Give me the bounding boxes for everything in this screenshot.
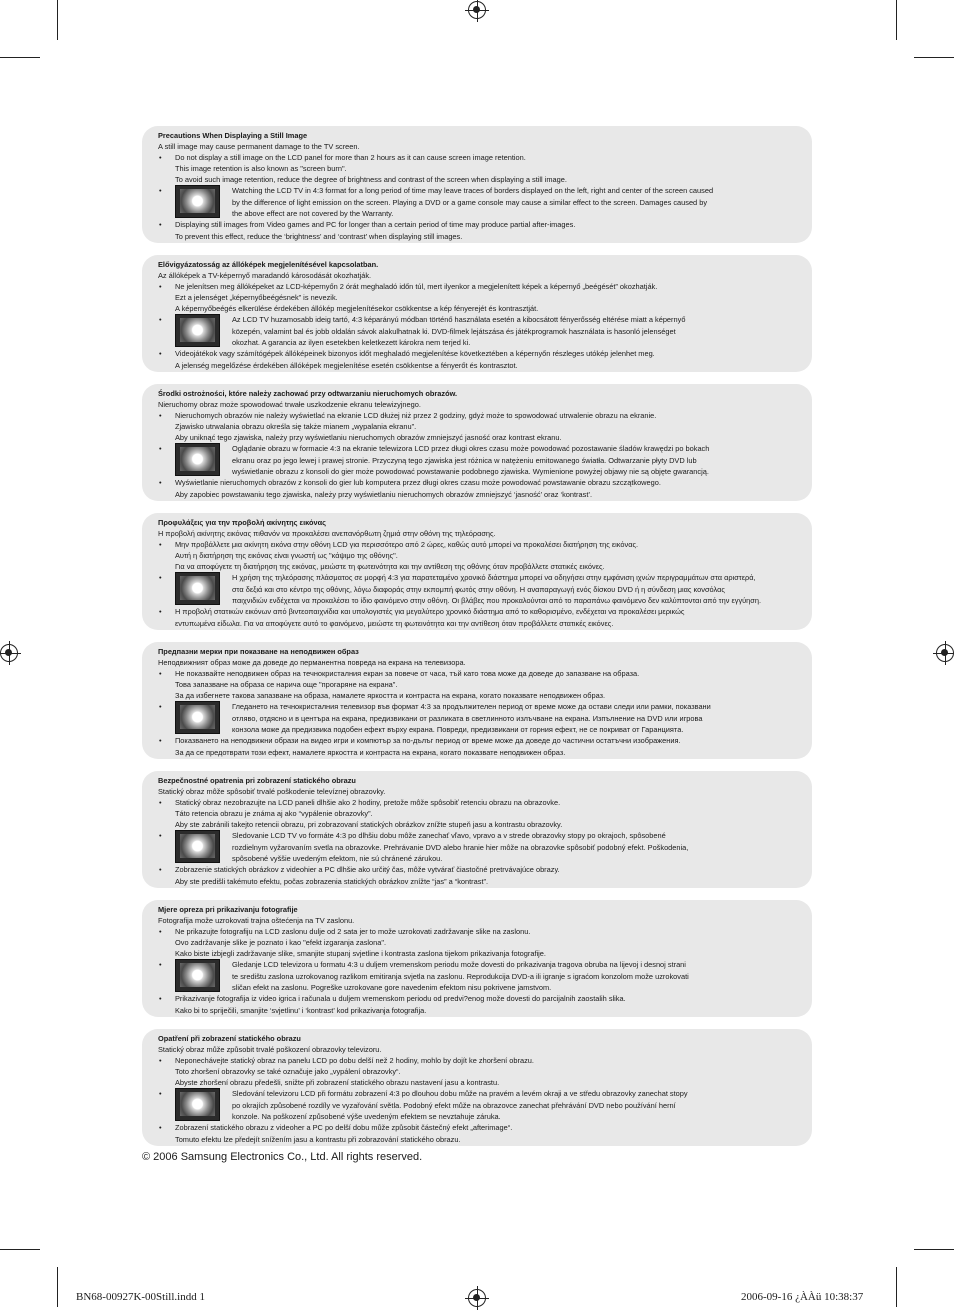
list-item — [158, 1122, 798, 1144]
list-item — [158, 477, 798, 499]
item-line: Prikazivanje fotografija iz video igrica i računala u duljem vremenskom periodu od predvi?enog može dovesti do parcijalnih zaostalih slika. — [175, 994, 626, 1004]
item-line: konzole. Na poškození způsobené výše uvedeným efektem se nevztahuje záruka. — [232, 1111, 501, 1121]
item-line: Tomuto efektu lze předejít snížením jasu a kontrastu při zobrazování statického obrazu. — [175, 1134, 461, 1144]
bullet: • — [159, 444, 162, 454]
bullet: • — [159, 1089, 162, 1099]
item-line: Aby uniknąć tego zjawiska, należy przy wyświetlaniu nieruchomych obrazów zmniejszyć jasność oraz kontrast ekranu. — [175, 433, 562, 443]
list-item — [158, 152, 798, 185]
bullet: • — [159, 349, 162, 359]
tv-screen-thumbnail — [175, 1088, 220, 1121]
item-line: Táto retencia obrazu je známa aj ako “vypálenie obrazovky”. — [175, 809, 373, 819]
tv-screen-thumbnail — [175, 701, 220, 734]
crop-mark — [57, 1267, 58, 1307]
bullet: • — [159, 669, 162, 679]
registration-mark-icon — [468, 1, 486, 19]
bullet: • — [159, 411, 162, 421]
bullet: • — [159, 960, 162, 970]
section-title: Opatření při zobrazení statického obrazu — [158, 1034, 301, 1043]
section-title: Bezpečnostné opatrenia pri zobrazení statického obrazu — [158, 776, 356, 785]
item-line: spôsobené vyššie uvedeným efektom, nie sú chránené zárukou. — [232, 853, 443, 863]
item-line: A képernyőbeégés elkerülése érdekében állókép megjelenítésekor csökkentse a kép fényerejét és kontrasztját. — [175, 304, 539, 314]
list-item — [158, 926, 798, 959]
registration-mark-icon — [0, 644, 18, 662]
item-line: Μην προβάλλετε μια ακίνητη εικόνα στην οθόνη LCD για περισσότερο από 2 ώρες, καθώς αυτό μπορεί να προκαλέσει διατήρηση της εικόνας. — [175, 540, 639, 550]
item-line: Oglądanie obrazu w formacie 4:3 na ekranie telewizora LCD przez długi okres czasu może powodować pozostawanie śladów krawędzi po bokach — [232, 444, 710, 454]
section-title: Προφυλάξεις για την προβολή ακίνητης εικόνας — [158, 518, 327, 527]
item-line: Ezt a jelenséget „képernyőbeégésnek” is nevezik. — [175, 293, 338, 303]
list-item — [158, 606, 798, 628]
crop-mark — [57, 0, 58, 40]
list-item-with-image — [158, 959, 798, 993]
section-title: Precautions When Displaying a Still Image — [158, 131, 308, 140]
item-line: Kako biste izbjegli zadržavanje slike, smanjite stupanj svjetline i kontrasta zaslona tijekom prikazivanja fotografije. — [175, 949, 546, 959]
item-line: Ovo zadržavanje slike je poznato i kao "efekt izgaranja zaslona". — [175, 938, 387, 948]
section-intro: Statický obraz může způsobit trvalé poškození obrazovky televizoru. — [158, 1045, 382, 1055]
bullet: • — [159, 540, 162, 550]
bullet: • — [159, 1123, 162, 1133]
item-line: εντυπωμένα είδωλα. Για να αποφύγετε αυτό το φαινόμενο, μειώστε τη φωτεινότητα και την αντίθεση όταν προβάλλετε στατικές εικόνες. — [175, 618, 614, 628]
bullet: • — [159, 607, 162, 617]
list-item — [158, 668, 798, 701]
item-line: За да се предотврати този ефект, намалете яркостта и контраста на екрана, когато показвате неподвижен образ. — [175, 747, 566, 757]
item-line: Sledování televizoru LCD při formátu zobrazení 4:3 po dlouhou dobu může na pravém a levém okraji a ve středu obrazovky zanechat stopy — [232, 1089, 688, 1099]
tv-screen-thumbnail — [175, 572, 220, 605]
bullet: • — [159, 1056, 162, 1066]
item-line: ekranu oraz po jego lewej i prawej stronie. Przyczyną tego zjawiska jest różnica w natężeniu emitowanego światła. Odtwarzanie płyty DVD lub — [232, 455, 697, 465]
bullet: • — [159, 831, 162, 841]
item-line: Az LCD TV huzamosabb ideig tartó, 4:3 képarányú módban történő használata esetén a kibocsátott fényerősség eltérése miatt a képernyő — [232, 315, 686, 325]
item-line: okozhat. A garancia az ilyen esetekben keletkezett károkra nem terjed ki. — [232, 337, 471, 347]
item-line: Zobrazení statického obrazu z videoher a PC po delší dobu může způsobit částečný efekt „afterimage“. — [175, 1123, 513, 1133]
list-item — [158, 735, 798, 757]
list-item-with-image — [158, 1088, 798, 1122]
list-item — [158, 797, 798, 830]
tv-screen-thumbnail — [175, 443, 220, 476]
item-line: Zobrazenie statických obrázkov z videohier a PC dlhšie ako určitý čas, môže vytvárať čiastočné pretrvávajúce obrazy. — [175, 865, 560, 875]
item-line: the above effect are not covered by the Warranty. — [232, 208, 394, 218]
list-item — [158, 219, 798, 241]
section-intro: Fotografija može uzrokovati trajna oštećenja na TV zaslonu. — [158, 916, 355, 926]
item-line: wyświetlanie obrazu z konsoli do gier może powodować powstawanie podobnego zjawiska. Wymienione powyżej objawy nie są objęte gwarancją. — [232, 466, 709, 476]
bullet: • — [159, 702, 162, 712]
item-line: Toto zhoršení obrazovky se také označuje jako „vypálení obrazovky“. — [175, 1067, 401, 1077]
item-line: közepén, valamint bal és jobb oldalán sávok alakulhatnak ki. DVD-filmek lejátszása és játékprogramok használata is hasonló jelenséget — [232, 326, 676, 336]
item-line: Това запазване на образа се нарича още "прогаряне на екрана". — [175, 680, 398, 690]
footer-file-name: BN68-00927K-00Still.indd 1 — [76, 1291, 205, 1303]
item-line: Ne jelenítsen meg állóképeket az LCD-képernyőn 2 órát meghaladó időn túl, mert ilyenkor a megjelenített képek a képernyő „beégését” okozhatják. — [175, 282, 658, 292]
item-line: Abyste zhoršení obrazu předešli, snižte při zobrazení statického obrazu nastavení jasu a kontrastu. — [175, 1078, 500, 1088]
list-item-with-image — [158, 443, 798, 477]
item-line: Neponechávejte statický obraz na panelu LCD po dobu delší než 2 hodiny, mohlo by dojít ke zhoršení obrazu. — [175, 1056, 534, 1066]
list-item — [158, 993, 798, 1015]
item-line: To prevent this effect, reduce the ‘brightness’ and ‘contrast’ when displaying still images. — [175, 231, 463, 241]
item-line: by the difference of light emission on the screen. Playing a DVD or a game console may cause a similar effect to the screen. Damages caused by — [232, 197, 708, 207]
section-intro: Η προβολή ακίνητης εικόνας πιθανόν να προκαλέσει ανεπανόρθωτη ζημιά στην οθόνη της τηλεόρασης. — [158, 529, 496, 539]
bullet: • — [159, 927, 162, 937]
bullet: • — [159, 798, 162, 808]
precaution-section-bulgarian — [142, 642, 812, 759]
item-line: Ne prikazujte fotografiju na LCD zaslonu dulje od 2 sata jer to može uzrokovati zadržavanje slike na zaslonu. — [175, 927, 531, 937]
item-line: Statický obraz nezobrazujte na LCD paneli dlhšie ako 2 hodiny, pretože môže spôsobiť retenciu obrazu na obrazovke. — [175, 798, 561, 808]
bullet: • — [159, 865, 162, 875]
bullet: • — [159, 736, 162, 746]
section-title: Środki ostrożności, które należy zachować przy odtwarzaniu nieruchomych obrazów. — [158, 389, 458, 398]
item-line: Watching the LCD TV in 4:3 format for a long period of time may leave traces of borders displayed on the left, right and center of the screen caused — [232, 186, 714, 196]
crop-mark — [896, 1267, 897, 1307]
bullet: • — [159, 220, 162, 230]
precaution-section-czech — [142, 1029, 812, 1146]
crop-mark — [0, 57, 40, 58]
precaution-section-hungarian — [142, 255, 812, 372]
tv-screen-thumbnail — [175, 959, 220, 992]
list-item-with-image — [158, 185, 798, 219]
item-line: Aby zapobiec powstawaniu tego zjawiska, należy przy wyświetlaniu nieruchomych obrazów zmniejszyć ‘jasność’ oraz ‘kontrast’. — [175, 489, 593, 499]
crop-mark — [0, 1249, 40, 1250]
item-line: Gledanje LCD televizora u formatu 4:3 u duljem vremenskom periodu može dovesti do prikazivanja tragova obruba na lijevoj i desnoj strani — [232, 960, 686, 970]
item-line: παιχνιδιών ενδέχεται να προκαλέσει το ίδιο φαινόμενο στην οθόνη. Οι βλάβες που προκαλούνται από το παραπάνω φαινόμενο δεν καλύπτονται από την εγγύηση. — [232, 595, 762, 605]
item-line: po okrajích způsobené rozdíly ve vyzařování světla. Podobný efekt může na obrazovce zanechat přehrávání DVD nebo používání herní — [232, 1100, 676, 1110]
item-line: Nieruchomych obrazów nie należy wyświetlać na ekranie LCD dłużej niż przez 2 godziny, gdyż może to spowodować utrwalenie obrazu na ekranie. — [175, 411, 657, 421]
precaution-section-greek — [142, 513, 812, 630]
bullet: • — [159, 573, 162, 583]
section-intro: Statický obraz môže spôsobiť trvalé poškodenie televíznej obrazovky. — [158, 787, 386, 797]
bullet: • — [159, 994, 162, 1004]
precaution-section-english — [142, 126, 812, 243]
section-intro: Неподвижният образ може да доведе до перманентна повреда на екрана на телевизора. — [158, 658, 466, 668]
item-line: Η χρήση της τηλεόρασης πλάσματος σε μορφή 4:3 για παρατεταμένο χρονικό διάστημα μπορεί να οδηγήσει στην εμφάνιση ιχνών περιγραμμάτων στα αριστερά, — [232, 573, 756, 583]
item-line: За да избегнете такова запазване на образа, намалете яркостта и контраста на екрана, когато показвате неподвижен образ. — [175, 691, 606, 701]
crop-mark — [914, 57, 954, 58]
item-line: This image retention is also known as "screen burn". — [175, 164, 347, 174]
item-line: te središtu zaslona uzrokovanog razlikom emitiranja svjetla na zaslonu. Reprodukcija DVD-a ili igranje s igraćom konzolom može uzrokovati — [232, 971, 689, 981]
precaution-section-croatian — [142, 900, 812, 1017]
item-line: отляво, отдясно и в центъра на екрана, предизвикани от разликата в светлинното излъчване на екрана. Изпълнение на DVD или игрова — [232, 713, 703, 723]
item-line: Do not display a still image on the LCD panel for more than 2 hours as it can cause screen image retention. — [175, 153, 526, 163]
precaution-section-polish — [142, 384, 812, 501]
bullet: • — [159, 153, 162, 163]
registration-mark-icon — [468, 1289, 486, 1307]
item-line: To avoid such image retention, reduce the degree of brightness and contrast of the screen when displaying a still image. — [175, 175, 567, 185]
bullet: • — [159, 478, 162, 488]
copyright-notice: © 2006 Samsung Electronics Co., Ltd. All rights reserved. — [142, 1151, 423, 1163]
list-item — [158, 410, 798, 443]
tv-screen-thumbnail — [175, 314, 220, 347]
bullet: • — [159, 282, 162, 292]
list-item — [158, 864, 798, 886]
crop-mark — [914, 1249, 954, 1250]
tv-screen-thumbnail — [175, 830, 220, 863]
section-title: Elővigyázatosság az állóképek megjelenítésével kapcsolatban. — [158, 260, 379, 269]
list-item-with-image — [158, 314, 798, 348]
item-line: Гледането на течнокристалния телевизор във формат 4:3 за продължителен период от време може да остави следи или рамки, показвани — [232, 702, 711, 712]
item-line: sličan efekt na zaslonu. Pogreške uzrokovane gore navedenim efektom nisu pokrivene jamstvom. — [232, 982, 552, 992]
bullet: • — [159, 315, 162, 325]
tv-screen-thumbnail — [175, 185, 220, 218]
section-intro: Az állóképek a TV-képernyő maradandó károsodását okozhatják. — [158, 271, 372, 281]
item-line: Не показвайте неподвижен образ на течнокристалния екран за повече от часа, тъй като това може да доведе до запазване на образа. — [175, 669, 640, 679]
section-title: Mjere opreza pri prikazivanju fotografije — [158, 905, 298, 914]
item-line: конзола може да предизвика подобен ефект върху екрана. Повреди, предизвикани от горния ефект, не се покриват от Гаранцията. — [232, 724, 684, 734]
item-line: Показването на неподвижни образи на видео игри и компютър за по-дълъг период от време може да доведе до частични остатъчни изображения. — [175, 736, 681, 746]
list-item — [158, 348, 798, 370]
item-line: Wyświetlanie nieruchomych obrazów z konsoli do gier lub komputera przez długi okres czasu może powodować powstawanie obrazu szczątkowego. — [175, 478, 661, 488]
item-line: Για να αποφύγετε τη διατήρηση της εικόνας, μειώστε τη φωτεινότητα και την αντίθεση της οθόνης όταν προβάλλετε στατικές εικόνες. — [175, 562, 605, 572]
section-title: Предпазни мерки при показване на неподвижен образ — [158, 647, 359, 656]
list-item-with-image — [158, 701, 798, 735]
item-line: Zjawisko utrwalania obrazu określa się także mianem „wypalania ekranu”. — [175, 422, 417, 432]
item-line: Displaying still images from Video games and PC for longer than a certain period of time may produce partial after-images. — [175, 220, 576, 230]
item-line: Sledovanie LCD TV vo formáte 4:3 po dlhšiu dobu môže zanechať vľavo, vpravo a v strede obrazovky stopy po okrajoch, spôsobené — [232, 831, 666, 841]
footer-timestamp: 2006-09-16 ¿ÀÀü 10:38:37 — [741, 1291, 864, 1303]
item-line: Kako bi to spriječili, smanjite ‘svjetlinu’ i ‘kontrast’ kod prikazivanja fotografija. — [175, 1005, 427, 1015]
list-item-with-image — [158, 572, 798, 606]
item-line: A jelenség megelőzése érdekében állóképek megjelenítése esetén csökkentse a fényerőt és kontrasztot. — [175, 360, 518, 370]
item-line: Aby ste zabránili takejto retencii obrazu, pri zobrazovaní statických obrázkov znížte stupeň jasu a kontrastu obrazovky. — [175, 820, 563, 830]
item-line: Aby ste predišli takémuto efektu, počas zobrazenia statických obrázkov znížte “jas” a “kontrast”. — [175, 876, 489, 886]
precaution-section-slovak — [142, 771, 812, 888]
registration-mark-icon — [936, 644, 954, 662]
list-item — [158, 1055, 798, 1088]
section-intro: A still image may cause permanent damage to the TV screen. — [158, 142, 360, 152]
crop-mark — [896, 0, 897, 40]
item-line: Videojátékok vagy számítógépek állóképeinek bizonyos időt meghaladó megjelenítése következtében a képernyőn részleges utókép jelenhet meg. — [175, 349, 655, 359]
item-line: στα δεξιά και στο κέντρο της οθόνης, λόγω διαφοράς στην εκπομπή φωτός στην οθόνη. Η αναπαραγωγή ενός δίσκου DVD ή η σύνδεση μιας κονσόλας — [232, 584, 725, 594]
list-item — [158, 539, 798, 572]
list-item — [158, 281, 798, 314]
section-intro: Nieruchomy obraz może spowodować trwałe uszkodzenie ekranu telewizyjnego. — [158, 400, 421, 410]
item-line: Η προβολή στατικών εικόνων από βιντεοπαιχνίδια και υπολογιστές για μεγαλύτερο χρονικό διάστημα από το καθορισμένο, ενδέχεται να προκαλέσει μερικώς — [175, 607, 685, 617]
item-line: Αυτή η διατήρηση της εικόνας είναι γνωστή ως "κάψιμο της οθόνης". — [175, 551, 398, 561]
item-line: rozdielnym vyžarovaním svetla na obrazovke. Prehrávanie DVD alebo hranie hier môže na obrazovke spôsobiť podobný efekt. Poškodenia, — [232, 842, 689, 852]
list-item-with-image — [158, 830, 798, 864]
bullet: • — [159, 186, 162, 196]
